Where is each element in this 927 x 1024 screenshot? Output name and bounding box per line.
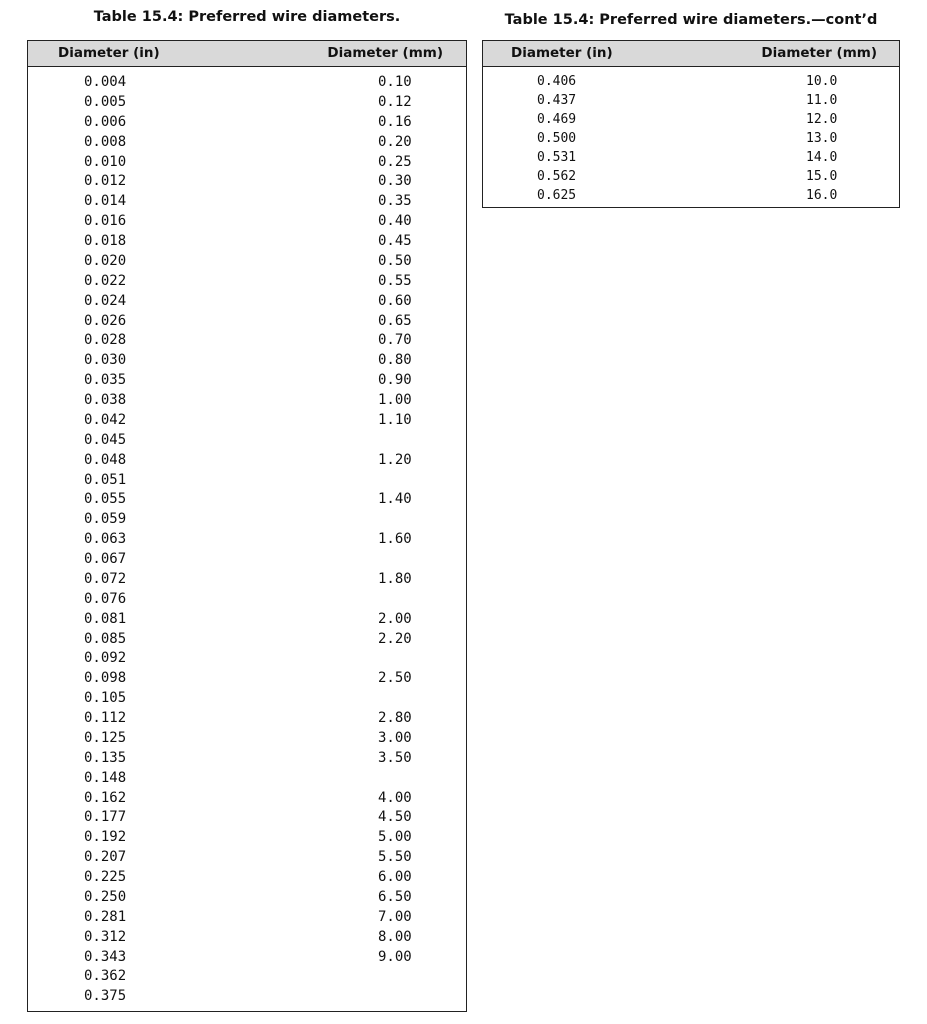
cell-diameter-in: 0.008 — [84, 133, 127, 150]
table-row — [28, 113, 466, 133]
table-header — [28, 41, 466, 67]
table-row — [28, 928, 466, 948]
table-row — [28, 292, 466, 312]
table-row — [28, 391, 466, 411]
cell-diameter-mm: 11.0 — [806, 93, 838, 108]
cell-diameter-mm: 12.0 — [806, 112, 838, 127]
cell-diameter-in: 0.030 — [84, 352, 127, 369]
table-row — [28, 153, 466, 173]
cell-diameter-mm: 0.50 — [378, 252, 412, 269]
table-row — [483, 72, 899, 91]
cell-diameter-in: 0.112 — [84, 710, 127, 726]
cell-diameter-mm: 10.0 — [806, 74, 838, 89]
cell-diameter-in: 0.125 — [84, 729, 127, 746]
cell-diameter-in: 0.148 — [84, 769, 127, 786]
cell-diameter-in: 0.004 — [84, 74, 127, 90]
cell-diameter-mm: 0.55 — [378, 272, 412, 289]
table-row — [28, 431, 466, 451]
cell-diameter-in: 0.010 — [84, 153, 127, 170]
table-row — [483, 148, 899, 167]
table-body — [483, 67, 899, 205]
table-row — [28, 808, 466, 828]
cell-diameter-mm: 2.20 — [378, 630, 412, 647]
cell-diameter-in: 0.625 — [537, 188, 577, 203]
table-row — [28, 172, 466, 192]
cell-diameter-in: 0.406 — [537, 74, 577, 89]
table-row — [28, 630, 466, 650]
cell-diameter-mm: 0.65 — [378, 312, 412, 329]
cell-diameter-in: 0.051 — [84, 471, 127, 488]
cell-diameter-in: 0.006 — [84, 113, 127, 130]
cell-diameter-mm: 0.20 — [378, 133, 412, 150]
table-row — [28, 967, 466, 987]
cell-diameter-mm: 0.40 — [378, 213, 412, 230]
table-row — [28, 510, 466, 530]
cell-diameter-mm: 8.00 — [378, 928, 412, 945]
column-header-millimeters: Diameter (mm) — [327, 45, 443, 61]
cell-diameter-mm: 1.60 — [378, 531, 412, 548]
cell-diameter-mm: 6.00 — [378, 869, 412, 885]
cell-diameter-mm: 5.50 — [378, 849, 412, 866]
cell-diameter-in: 0.022 — [84, 272, 127, 289]
cell-diameter-in: 0.135 — [84, 749, 127, 766]
cell-diameter-mm: 14.0 — [806, 150, 838, 165]
cell-diameter-mm: 2.80 — [378, 710, 412, 726]
cell-diameter-in: 0.092 — [84, 650, 127, 667]
cell-diameter-in: 0.098 — [84, 670, 127, 687]
cell-diameter-mm: 0.60 — [378, 292, 412, 309]
table-row — [28, 888, 466, 908]
table-row — [28, 948, 466, 968]
table-row — [28, 848, 466, 868]
cell-diameter-mm: 1.00 — [378, 392, 412, 408]
table-header — [483, 41, 899, 67]
table-row — [28, 73, 466, 93]
cell-diameter-in: 0.055 — [84, 491, 127, 508]
table-row — [28, 789, 466, 809]
cell-diameter-in: 0.250 — [84, 888, 127, 905]
cell-diameter-in: 0.024 — [84, 292, 127, 309]
cell-diameter-in: 0.177 — [84, 809, 127, 826]
cell-diameter-in: 0.085 — [84, 630, 127, 647]
cell-diameter-in: 0.312 — [84, 928, 127, 945]
cell-diameter-mm: 9.00 — [378, 948, 412, 965]
table-row — [28, 868, 466, 888]
table-row — [28, 709, 466, 729]
table-row — [28, 451, 466, 471]
cell-diameter-mm: 13.0 — [806, 131, 838, 146]
table-row — [28, 411, 466, 431]
table-row — [28, 570, 466, 590]
table-row — [28, 987, 466, 1007]
cell-diameter-mm: 0.12 — [378, 93, 412, 110]
cell-diameter-in: 0.048 — [84, 451, 127, 468]
table-row — [28, 371, 466, 391]
cell-diameter-in: 0.207 — [84, 849, 127, 866]
cell-diameter-in: 0.469 — [537, 112, 577, 127]
column-header-millimeters: Diameter (mm) — [761, 45, 877, 61]
table-row — [483, 91, 899, 110]
table-row — [28, 610, 466, 630]
cell-diameter-in: 0.225 — [84, 869, 127, 885]
cell-diameter-mm: 3.50 — [378, 749, 412, 766]
table-row — [28, 729, 466, 749]
cell-diameter-in: 0.028 — [84, 332, 127, 349]
cell-diameter-in: 0.362 — [84, 968, 127, 985]
cell-diameter-mm: 0.90 — [378, 372, 412, 389]
cell-diameter-mm: 4.00 — [378, 789, 412, 806]
table-caption: Table 15.4: Preferred wire diameters. — [93, 9, 401, 25]
table-caption-continued: Table 15.4: Preferred wire diameters.—cont’d — [504, 12, 878, 28]
cell-diameter-in: 0.343 — [84, 948, 127, 965]
cell-diameter-in: 0.105 — [84, 690, 127, 707]
table-row — [483, 167, 899, 186]
table-row — [28, 749, 466, 769]
cell-diameter-mm: 0.80 — [378, 352, 412, 369]
table-row — [28, 769, 466, 789]
cell-diameter-mm: 0.10 — [378, 74, 412, 90]
cell-diameter-in: 0.281 — [84, 908, 127, 925]
cell-diameter-mm: 4.50 — [378, 809, 412, 826]
cell-diameter-mm: 0.30 — [378, 173, 412, 190]
table-row — [28, 252, 466, 272]
cell-diameter-in: 0.437 — [537, 93, 577, 108]
cell-diameter-mm: 1.10 — [378, 411, 412, 428]
cell-diameter-in: 0.562 — [537, 169, 577, 184]
cell-diameter-in: 0.063 — [84, 531, 127, 548]
cell-diameter-in: 0.076 — [84, 590, 127, 607]
cell-diameter-mm: 5.00 — [378, 829, 412, 846]
column-header-inches: Diameter (in) — [58, 45, 160, 61]
cell-diameter-mm: 7.00 — [378, 908, 412, 925]
cell-diameter-in: 0.035 — [84, 372, 127, 389]
cell-diameter-in: 0.045 — [84, 431, 127, 448]
table-row — [28, 133, 466, 153]
cell-diameter-in: 0.162 — [84, 789, 127, 806]
table-row — [28, 351, 466, 371]
cell-diameter-in: 0.192 — [84, 829, 127, 846]
cell-diameter-mm: 16.0 — [806, 188, 838, 203]
table-row — [28, 689, 466, 709]
table-row — [483, 110, 899, 129]
table-row — [28, 908, 466, 928]
cell-diameter-mm: 2.50 — [378, 670, 412, 687]
table-row — [28, 272, 466, 292]
cell-diameter-in: 0.059 — [84, 511, 127, 528]
table-row — [28, 312, 466, 332]
cell-diameter-mm: 1.40 — [378, 491, 412, 508]
cell-diameter-mm: 15.0 — [806, 169, 838, 184]
table-row — [28, 232, 466, 252]
cell-diameter-in: 0.012 — [84, 173, 127, 190]
table-row — [28, 649, 466, 669]
table-row — [483, 129, 899, 148]
cell-diameter-mm: 1.80 — [378, 570, 412, 587]
cell-diameter-in: 0.081 — [84, 610, 127, 627]
cell-diameter-mm: 0.16 — [378, 113, 412, 130]
table-row — [28, 590, 466, 610]
cell-diameter-in: 0.005 — [84, 93, 127, 110]
cell-diameter-mm: 0.45 — [378, 233, 412, 249]
cell-diameter-in: 0.067 — [84, 551, 127, 567]
table-row — [28, 93, 466, 113]
cell-diameter-in: 0.038 — [84, 392, 127, 408]
cell-diameter-in: 0.020 — [84, 252, 127, 269]
cell-diameter-mm: 0.25 — [378, 153, 412, 170]
cell-diameter-in: 0.016 — [84, 213, 127, 230]
wire-diameter-table — [27, 40, 467, 1012]
table-row — [28, 331, 466, 351]
table-body — [28, 67, 466, 1007]
column-header-inches: Diameter (in) — [511, 45, 613, 61]
table-row — [28, 530, 466, 550]
cell-diameter-in: 0.018 — [84, 233, 127, 249]
table-row — [28, 669, 466, 689]
cell-diameter-mm: 0.70 — [378, 332, 412, 349]
cell-diameter-in: 0.026 — [84, 312, 127, 329]
cell-diameter-in: 0.014 — [84, 193, 127, 210]
cell-diameter-mm: 0.35 — [378, 193, 412, 210]
cell-diameter-mm: 3.00 — [378, 729, 412, 746]
cell-diameter-mm: 1.20 — [378, 451, 412, 468]
table-row — [483, 186, 899, 205]
cell-diameter-in: 0.531 — [537, 150, 577, 165]
cell-diameter-mm: 2.00 — [378, 610, 412, 627]
table-row — [28, 212, 466, 232]
table-row — [28, 828, 466, 848]
cell-diameter-in: 0.072 — [84, 570, 127, 587]
table-row — [28, 550, 466, 570]
table-row — [28, 192, 466, 212]
cell-diameter-mm: 6.50 — [378, 888, 412, 905]
cell-diameter-in: 0.500 — [537, 131, 577, 146]
cell-diameter-in: 0.375 — [84, 988, 127, 1005]
table-row — [28, 471, 466, 491]
cell-diameter-in: 0.042 — [84, 411, 127, 428]
wire-diameter-table-continued — [482, 40, 900, 208]
table-row — [28, 490, 466, 510]
